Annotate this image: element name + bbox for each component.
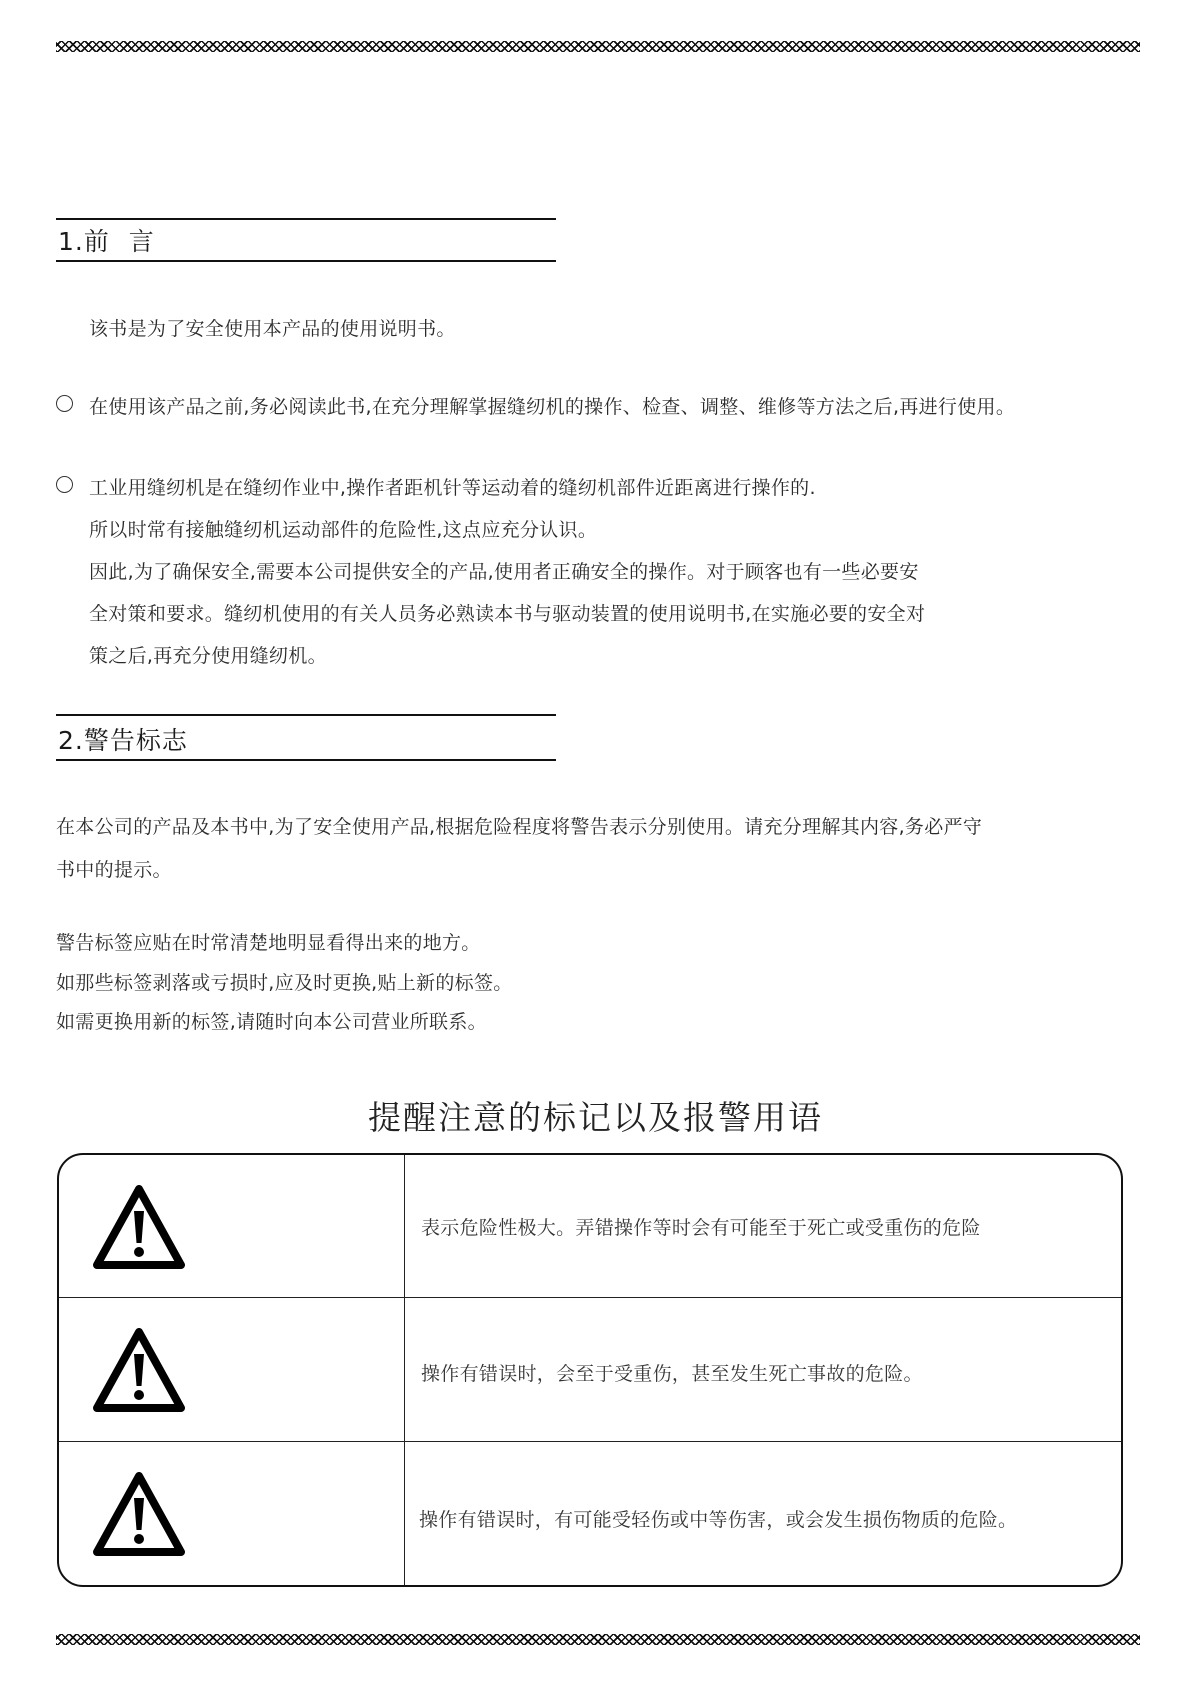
table-divider <box>59 1441 1121 1442</box>
bullet-circle-icon <box>56 395 73 412</box>
warning-triangle-icon <box>93 1328 185 1412</box>
bullet-circle-icon <box>56 476 73 493</box>
paragraph-line: 书中的提示。 <box>56 859 172 881</box>
warning-row-description: 操作有错误时，会至于受重伤，甚至发生死亡事故的危险。 <box>421 1363 923 1385</box>
bullet-text-line: 因此,为了确保安全,需要本公司提供安全的产品,使用者正确安全的操作。对于顾客也有一些必要安 <box>89 561 919 583</box>
warning-row-description: 表示危险性极大。弄错操作等时会有可能至于死亡或受重伤的危险 <box>421 1217 981 1239</box>
bottom-decorative-border <box>56 1634 1140 1645</box>
warning-row-description: 操作有错误时，有可能受轻伤或中等伤害，或会发生损伤物质的危险。 <box>419 1509 1018 1531</box>
warning-triangle-icon <box>93 1472 185 1556</box>
table-divider <box>59 1297 1121 1298</box>
section-heading-preface <box>56 218 556 262</box>
bullet-text-line: 所以时常有接触缝纫机运动部件的危险性,这点应充分认识。 <box>89 519 598 541</box>
warning-triangle-icon <box>93 1185 185 1269</box>
bullet-text-line: 策之后,再充分使用缝纫机。 <box>89 645 327 667</box>
bullet-text-line: 全对策和要求。缝纫机使用的有关人员务必熟读本书与驱动装置的使用说明书,在实施必要的安全对 <box>89 603 926 625</box>
warning-table-title: 提醒注意的标记以及报警用语 <box>368 1098 823 1137</box>
paragraph-line: 如需更换用新的标签,请随时向本公司营业所联系。 <box>56 1011 487 1033</box>
table-divider <box>404 1155 405 1585</box>
section-heading-warning-signs <box>56 714 556 761</box>
section-heading-text: 1.前 言 <box>58 227 155 256</box>
warning-table <box>57 1153 1123 1587</box>
paragraph-line: 警告标签应贴在时常清楚地明显看得出来的地方。 <box>56 932 481 954</box>
section-heading-text: 2.警告标志 <box>58 726 188 755</box>
bullet-text: 在使用该产品之前,务必阅读此书,在充分理解掌握缝纫机的操作、检查、调整、维修等方法之后,再进行使用。 <box>89 396 1016 418</box>
paragraph-line: 如那些标签剥落或亏损时,应及时更换,贴上新的标签。 <box>56 972 513 994</box>
bullet-text-line: 工业用缝纫机是在缝纫作业中,操作者距机针等运动着的缝纫机部件近距离进行操作的. <box>89 477 816 499</box>
intro-paragraph: 该书是为了安全使用本产品的使用说明书。 <box>89 318 456 340</box>
top-decorative-border <box>56 41 1140 52</box>
paragraph-line: 在本公司的产品及本书中,为了安全使用产品,根据危险程度将警告表示分别使用。请充分理解其内容,务必严守 <box>56 816 983 838</box>
